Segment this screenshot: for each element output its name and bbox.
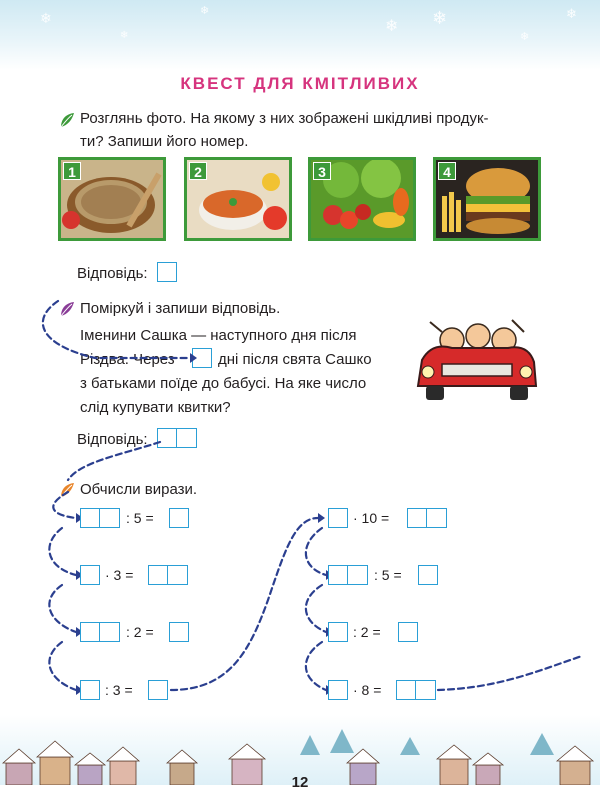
task1-answer-box[interactable]	[157, 262, 177, 282]
photo-4[interactable]	[433, 157, 541, 241]
snowflake-icon: ❄	[385, 18, 399, 35]
photo-2[interactable]	[184, 157, 292, 241]
expr-l4-operator: : 3 =	[105, 682, 133, 698]
expr-r2-input[interactable]	[328, 565, 368, 585]
expr-l2-result[interactable]	[148, 565, 188, 585]
photo-3[interactable]	[308, 157, 416, 241]
expr-l3-result[interactable]	[169, 622, 189, 642]
photo-1[interactable]	[58, 157, 166, 241]
task2-days-box[interactable]	[192, 348, 212, 368]
task3-heading: Обчисли вирази.	[80, 481, 198, 498]
expr-r4-result[interactable]	[396, 680, 436, 700]
expr-l2-operator: · 3 =	[105, 567, 134, 583]
expr-r2-operator: : 5 =	[374, 567, 402, 583]
task2-line2b: дні після свята Сашко	[218, 351, 372, 368]
photo-number: 1	[63, 162, 81, 180]
expr-r3-operator: : 2 =	[353, 624, 381, 640]
expr-r1-result[interactable]	[407, 508, 447, 528]
expr-r4-operator: · 8 =	[353, 682, 382, 698]
green-leaf-icon	[58, 111, 76, 129]
purple-leaf-icon	[58, 300, 76, 318]
photo-number: 2	[189, 162, 207, 180]
expr-l4-input[interactable]	[80, 680, 100, 700]
expr-l3-operator: : 2 =	[126, 624, 154, 640]
snowflake-icon: ❄	[520, 31, 530, 43]
snowflake-icon: ❄	[120, 30, 129, 41]
task2-answer-box[interactable]	[157, 428, 197, 448]
task1-answer-label: Відповідь:	[77, 265, 148, 282]
photo-number: 3	[313, 162, 331, 180]
expr-r1-input[interactable]	[328, 508, 348, 528]
task2-heading: Поміркуй і запиши відповідь.	[80, 300, 281, 317]
task2-answer-label: Відповідь:	[77, 431, 148, 448]
expr-l2-input[interactable]	[80, 565, 100, 585]
expr-l1-result[interactable]	[169, 508, 189, 528]
task1-line2: ти? Запиши його номер.	[80, 133, 249, 150]
snowflake-icon: ❄	[566, 6, 577, 21]
winter-village-icon	[0, 715, 600, 805]
snowflake-icon: ❄	[40, 10, 52, 26]
snowflake-icon: ❄	[432, 8, 448, 28]
expr-l4-result[interactable]	[148, 680, 168, 700]
task1-line1: Розглянь фото. На якому з них зображені шкідливі продук-	[80, 110, 489, 127]
page-title: КВЕСТ ДЛЯ КМІТЛИВИХ	[180, 74, 420, 93]
snowy-header-band	[0, 0, 600, 70]
expr-r3-input[interactable]	[328, 622, 348, 642]
expr-r4-input[interactable]	[328, 680, 348, 700]
task2-line2a: Різдва. Через	[80, 351, 175, 368]
expr-r2-result[interactable]	[418, 565, 438, 585]
expr-r3-result[interactable]	[398, 622, 418, 642]
family-car-icon	[412, 310, 542, 410]
task2-line3: з батьками поїде до бабусі. На яке число	[80, 375, 367, 392]
snowflake-icon: ❄	[200, 5, 210, 17]
task2-line4: слід купувати квитки?	[80, 399, 231, 416]
expr-l1-input[interactable]	[80, 508, 120, 528]
expr-r1-operator: · 10 =	[353, 510, 390, 526]
photo-number: 4	[438, 162, 456, 180]
orange-leaf-icon	[58, 481, 76, 499]
page-number: 12	[291, 774, 309, 791]
task2-line1: Іменини Сашка — наступного дня після	[80, 327, 357, 344]
expr-l1-operator: : 5 =	[126, 510, 154, 526]
expr-l3-input[interactable]	[80, 622, 120, 642]
